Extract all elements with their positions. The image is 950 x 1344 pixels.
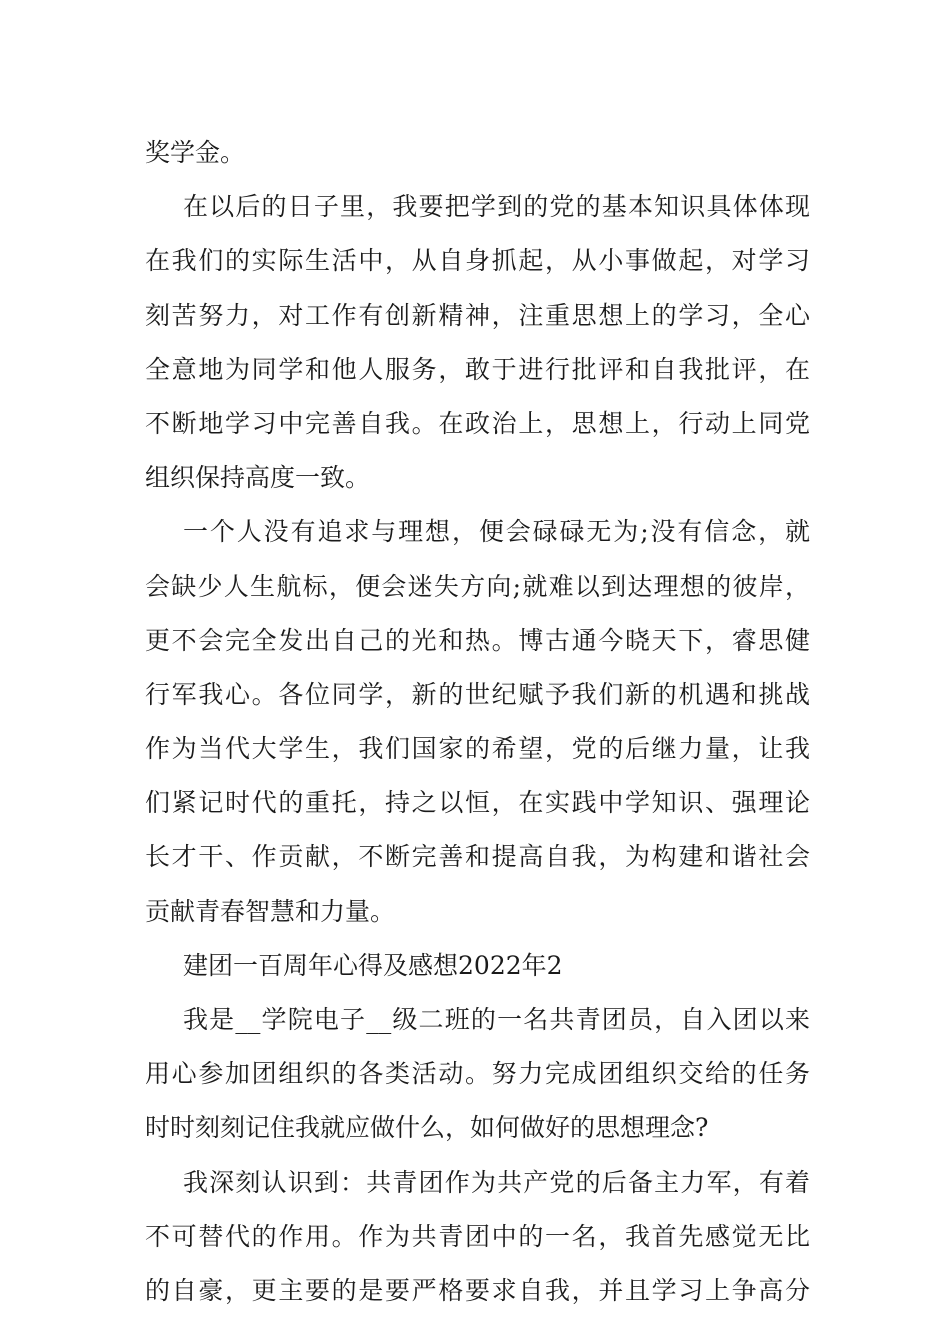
- section-heading: 建团一百周年心得及感想2022年2: [183, 950, 563, 980]
- paragraph-first-line: 我深刻认识到：共青团作为共产党的后备主力军，有着: [183, 1167, 810, 1197]
- text-line: 会缺少人生航标，便会迷失方向;就难以到达理想的彼岸，: [145, 571, 810, 601]
- text-line: 不断地学习中完善自我。在政治上，思想上，行动上同党: [145, 408, 810, 438]
- text-line: 奖学金。: [145, 138, 246, 167]
- text-line: 时时刻刻记住我就应做什么，如何做好的思想理念?: [145, 1113, 709, 1143]
- text-line: 的自豪，更主要的是要严格要求自我，并且学习上争高分: [145, 1275, 810, 1305]
- text-line: 在我们的实际生活中，从自身抓起，从小事做起，对学习: [145, 246, 810, 276]
- text-line: 刻苦努力，对工作有创新精神，注重思想上的学习，全心: [145, 300, 810, 330]
- paragraph-first-line: 在以后的日子里，我要把学到的党的基本知识具体体现: [183, 192, 810, 222]
- text-line: 不可替代的作用。作为共青团中的一名，我首先感觉无比: [145, 1221, 810, 1251]
- paragraph-first-line: 一个人没有追求与理想，便会碌碌无为;没有信念，就: [183, 517, 810, 547]
- text-line: 更不会完全发出自己的光和热。博古通今晓天下，睿思健: [145, 625, 810, 655]
- text-line: 贡献青春智慧和力量。: [145, 896, 396, 926]
- text-line: 行军我心。各位同学，新的世纪赋予我们新的机遇和挑战: [145, 679, 810, 709]
- text-line: 长才干、作贡献，不断完善和提高自我，为构建和谐社会: [145, 842, 810, 872]
- text-line: 用心参加团组织的各类活动。努力完成团组织交给的任务: [145, 1059, 810, 1089]
- text-line: 作为当代大学生，我们国家的希望，党的后继力量，让我: [145, 734, 810, 764]
- text-line: 们紧记时代的重托，持之以恒，在实践中学知识、强理论: [145, 788, 810, 818]
- text-line: 全意地为同学和他人服务，敢于进行批评和自我批评，在: [145, 354, 810, 384]
- document-body: [145, 126, 810, 1318]
- text-line: 组织保持高度一致。: [145, 463, 371, 493]
- paragraph-first-line: 我是__学院电子__级二班的一名共青团员，自入团以来: [183, 1005, 810, 1034]
